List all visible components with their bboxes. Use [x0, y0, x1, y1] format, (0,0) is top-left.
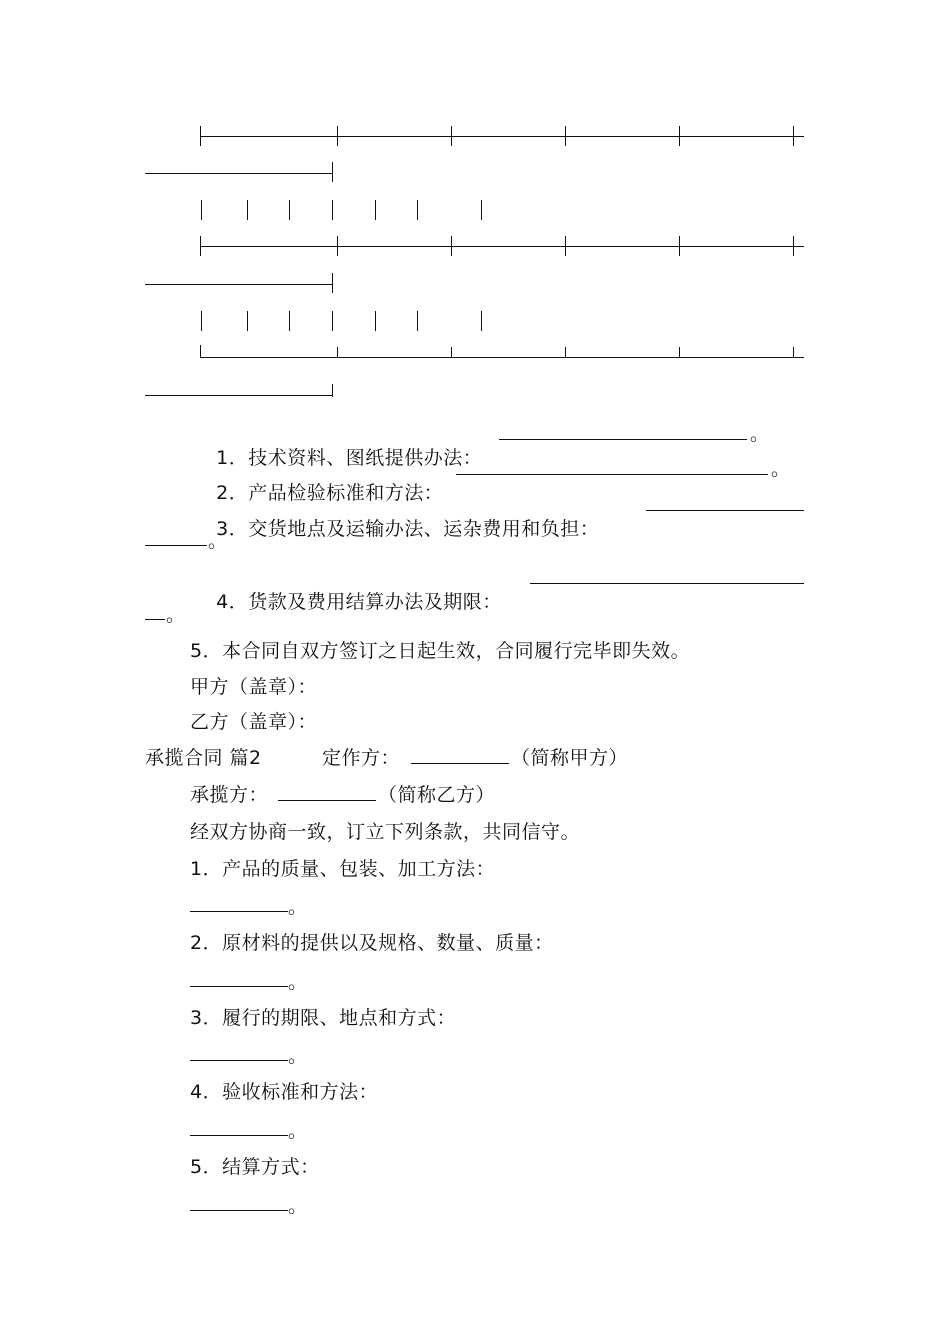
table-cell-border — [289, 200, 290, 220]
table-tick — [565, 236, 566, 256]
table-tick — [679, 236, 680, 256]
term-2-blank[interactable] — [456, 474, 768, 475]
table-tick — [565, 126, 566, 146]
clause-5-end: 。 — [288, 1195, 308, 1217]
table-tick — [451, 347, 452, 358]
table-tick — [200, 236, 201, 256]
term-3 — [190, 493, 599, 565]
term-3-blank[interactable] — [646, 510, 804, 511]
term-3-text: 3．交货地点及运输办法、运杂费用和负担： — [216, 518, 600, 540]
contractor-label: 承揽方： — [190, 784, 269, 806]
table-cell-border — [375, 200, 376, 220]
contract2-intro: 经双方协商一致，订立下列条款，共同信守。 — [190, 821, 581, 843]
table-cell-border — [247, 311, 248, 331]
table-rule — [145, 284, 333, 285]
clause-3-blank[interactable] — [190, 1060, 288, 1061]
term-3-end: 。 — [208, 530, 228, 552]
clause-3: 3．履行的期限、地点和方式： — [190, 1007, 457, 1029]
clause-2-blank[interactable] — [190, 986, 288, 987]
table-rule — [200, 246, 804, 247]
clause-3-end: 。 — [288, 1045, 308, 1067]
term-1-end: 。 — [750, 423, 770, 445]
table-cell-border — [201, 200, 202, 220]
table-tick — [200, 345, 201, 358]
party-a-signature: 甲方（盖章）： — [190, 676, 318, 698]
clause-2: 2．原材料的提供以及规格、数量、质量： — [190, 932, 554, 954]
table-rule — [145, 395, 333, 396]
table-tick — [679, 126, 680, 146]
ordering-party-suffix: （简称甲方） — [511, 747, 629, 769]
table-cell-border — [247, 200, 248, 220]
clause-1-blank[interactable] — [190, 911, 288, 912]
table-tick — [337, 236, 338, 256]
term-4-text: 4．货款及费用结算办法及期限： — [216, 591, 502, 613]
table-cell-border — [481, 200, 482, 220]
table-tick — [332, 273, 333, 293]
term-3-blank-continued[interactable] — [145, 545, 207, 546]
table-tick — [451, 236, 452, 256]
table-cell-border — [481, 311, 482, 331]
table-tick — [679, 347, 680, 358]
clause-1-end: 。 — [288, 896, 308, 918]
table-tick — [200, 126, 201, 146]
contractor-suffix: （简称乙方） — [378, 784, 496, 806]
clause-4-blank[interactable] — [190, 1135, 288, 1136]
table-rule — [200, 357, 804, 358]
table-cell-border — [201, 311, 202, 331]
term-1-blank[interactable] — [499, 439, 747, 440]
clause-4: 4．验收标准和方法： — [190, 1081, 379, 1103]
term-4 — [190, 566, 502, 638]
term-4-blank[interactable] — [530, 583, 804, 584]
clause-1: 1．产品的质量、包装、加工方法： — [190, 858, 496, 880]
clause-4-end: 。 — [288, 1120, 308, 1142]
table-cell-border — [417, 311, 418, 331]
table-cell-border — [375, 311, 376, 331]
clause-5-blank[interactable] — [190, 1210, 288, 1211]
table-tick — [793, 126, 794, 146]
term-1-text: 1．技术资料、图纸提供办法： — [216, 447, 483, 469]
ordering-party-label: 定作方： — [322, 747, 401, 769]
table-tick — [565, 347, 566, 358]
term-4-end: 。 — [166, 604, 186, 626]
table-rule — [200, 136, 804, 137]
table-tick — [332, 162, 333, 182]
table-cell-border — [417, 200, 418, 220]
term-2-end: 。 — [771, 458, 791, 480]
table-rule — [145, 173, 333, 174]
table-cell-border — [332, 311, 333, 331]
contractor-blank[interactable] — [278, 800, 376, 801]
table-cell-border — [289, 311, 290, 331]
term-5: 5．本合同自双方签订之日起生效，合同履行完毕即失效。 — [190, 640, 691, 662]
ordering-party-blank[interactable] — [411, 763, 509, 764]
table-tick — [337, 347, 338, 358]
term-4-blank-continued[interactable] — [145, 619, 165, 620]
table-cell-border — [332, 200, 333, 220]
table-tick — [793, 347, 794, 358]
clause-5: 5．结算方式： — [190, 1156, 320, 1178]
table-tick — [332, 384, 333, 397]
term-2-text: 2．产品检验标准和方法： — [216, 482, 444, 504]
contract2-heading: 承揽合同 篇2 — [145, 747, 262, 769]
table-tick — [337, 126, 338, 146]
party-b-signature: 乙方（盖章）： — [190, 711, 318, 733]
clause-2-end: 。 — [288, 971, 308, 993]
table-tick — [793, 236, 794, 256]
table-tick — [451, 126, 452, 146]
